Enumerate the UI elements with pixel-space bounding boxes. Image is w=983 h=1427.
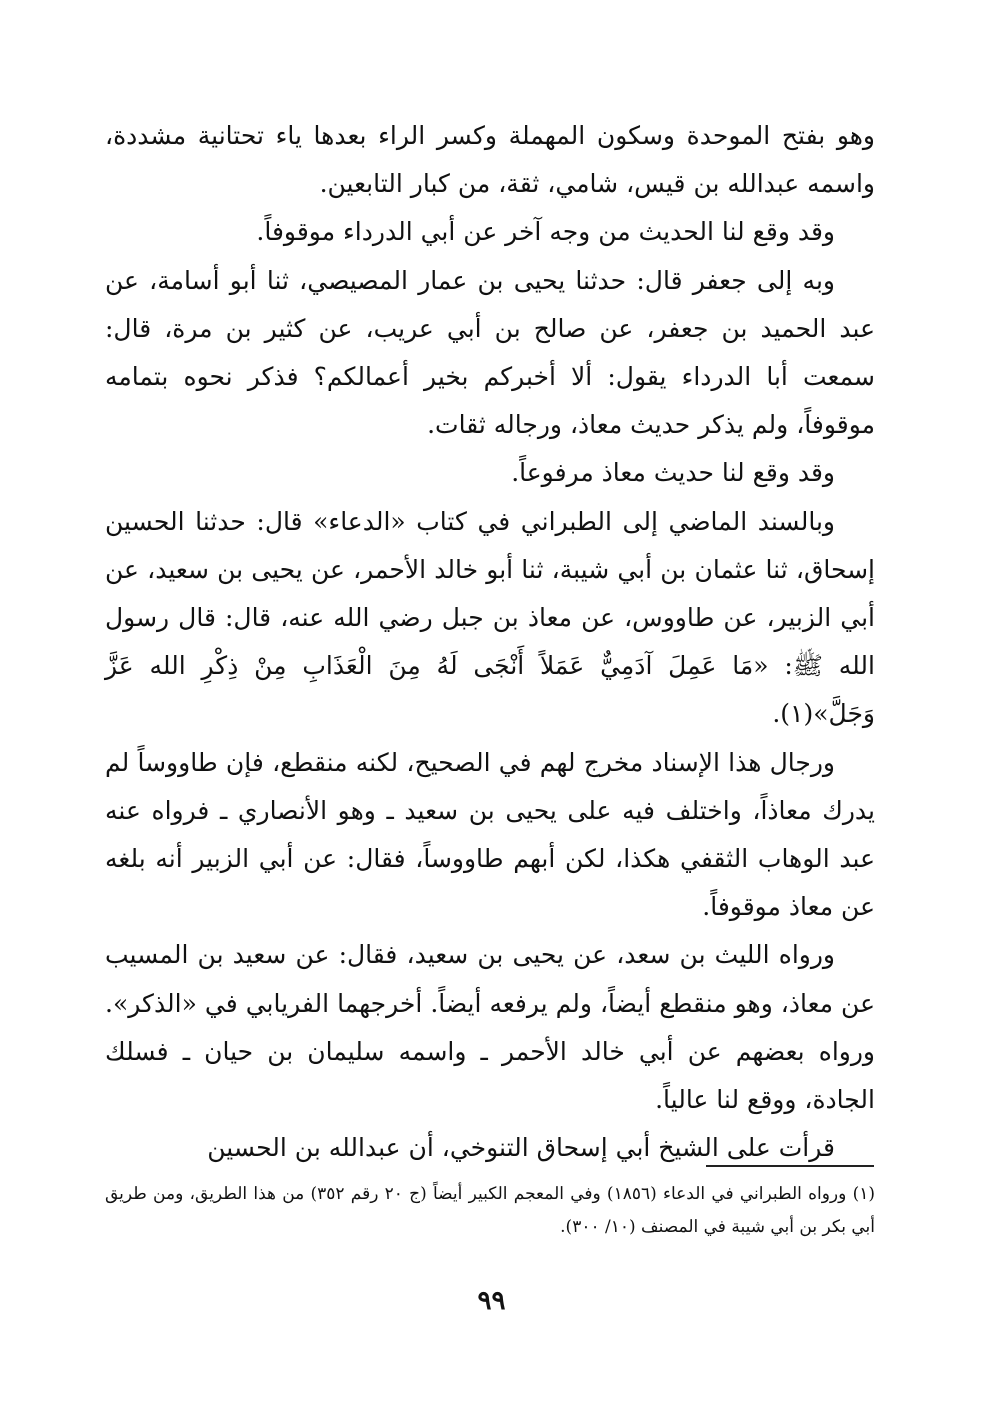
paragraph-6: ورجال هذا الإسناد مخرج لهم في الصحيح، لكنه منقطع، فإن طاووساً لم يدرك معاذاً، واختلف فيه على يحيى بن سعيد ـ وهو الأنصاري ـ فرواه عنه عبد الوهاب الثقفي هكذا، لكن أبهم طاووساً، فقال: عن أبي الزبير أنه بلغه عن معاذ موقوفاً.: [105, 747, 875, 922]
footnotes: [105, 1178, 875, 1244]
footnote-1: (١) ورواه الطبراني في الدعاء (١٨٥٦) وفي المعجم الكبير أيضاً (ج ٢٠ رقم ٣٥٢) من هذا الطريق، ومن طريق أبي بكر بن أبي شيبة في المصنف (١٠/ ٣٠٠).: [105, 1184, 875, 1237]
main-text: [105, 112, 875, 1172]
paragraph-5: وبالسند الماضي إلى الطبراني في كتاب «الدعاء» قال: حدثنا الحسين إسحاق، ثنا عثمان بن أبي شيبة، ثنا أبو خالد الأحمر، عن يحيى بن سعيد، عن أبي الزبير، عن طاووس، عن معاذ بن جبل رضي الله عنه، قال: قال رسول الله ﷺ: «مَا عَمِلَ آدَمِيٌّ عَمَلاً أَنْجَى لَهُ مِنَ الْعَذَابِ مِنْ ذِكْرِ الله عَزَّ وَجَلَّ»(١).: [105, 506, 875, 729]
page-number: ٩٩: [477, 1286, 506, 1316]
paragraph-3: وبه إلى جعفر قال: حدثنا يحيى بن عمار المصيصي، ثنا أبو أسامة، عن عبد الحميد بن جعفر، عن صالح بن أبي عريب، عن كثير بن مرة، قال: سمعت أبا الدرداء يقول: ألا أخبركم بخير أعمالكم؟ فذكر نحوه بتمامه موقوفاً، ولم يذكر حديث معاذ، ورجاله ثقات.: [105, 265, 876, 440]
paragraph-7: ورواه الليث بن سعد، عن يحيى بن سعيد، فقال: عن سعيد بن المسيب عن معاذ، وهو منقطع أيضاً، ولم يرفعه أيضاً. أخرجهما الفريابي في «الذكر». ورواه بعضهم عن أبي خالد الأحمر ـ واسمه سليمان بن حيان ـ فسلك الجادة، ووقع لنا عالياً.: [105, 940, 875, 1115]
paragraph-2: وقد وقع لنا الحديث من وجه آخر عن أبي الدرداء موقوفاً.: [256, 217, 835, 247]
paragraph-1: وهو بفتح الموحدة وسكون المهملة وكسر الراء بعدها ياء تحتانية مشددة، واسمه عبدالله بن قيس، شامي، ثقة، من كبار التابعين.: [105, 121, 875, 199]
paragraph-8: قرأت على الشيخ أبي إسحاق التنوخي، أن عبدالله بن الحسين: [207, 1133, 835, 1163]
footnote-separator: [706, 1165, 874, 1167]
paragraph-4: وقد وقع لنا حديث معاذ مرفوعاً.: [511, 458, 835, 488]
